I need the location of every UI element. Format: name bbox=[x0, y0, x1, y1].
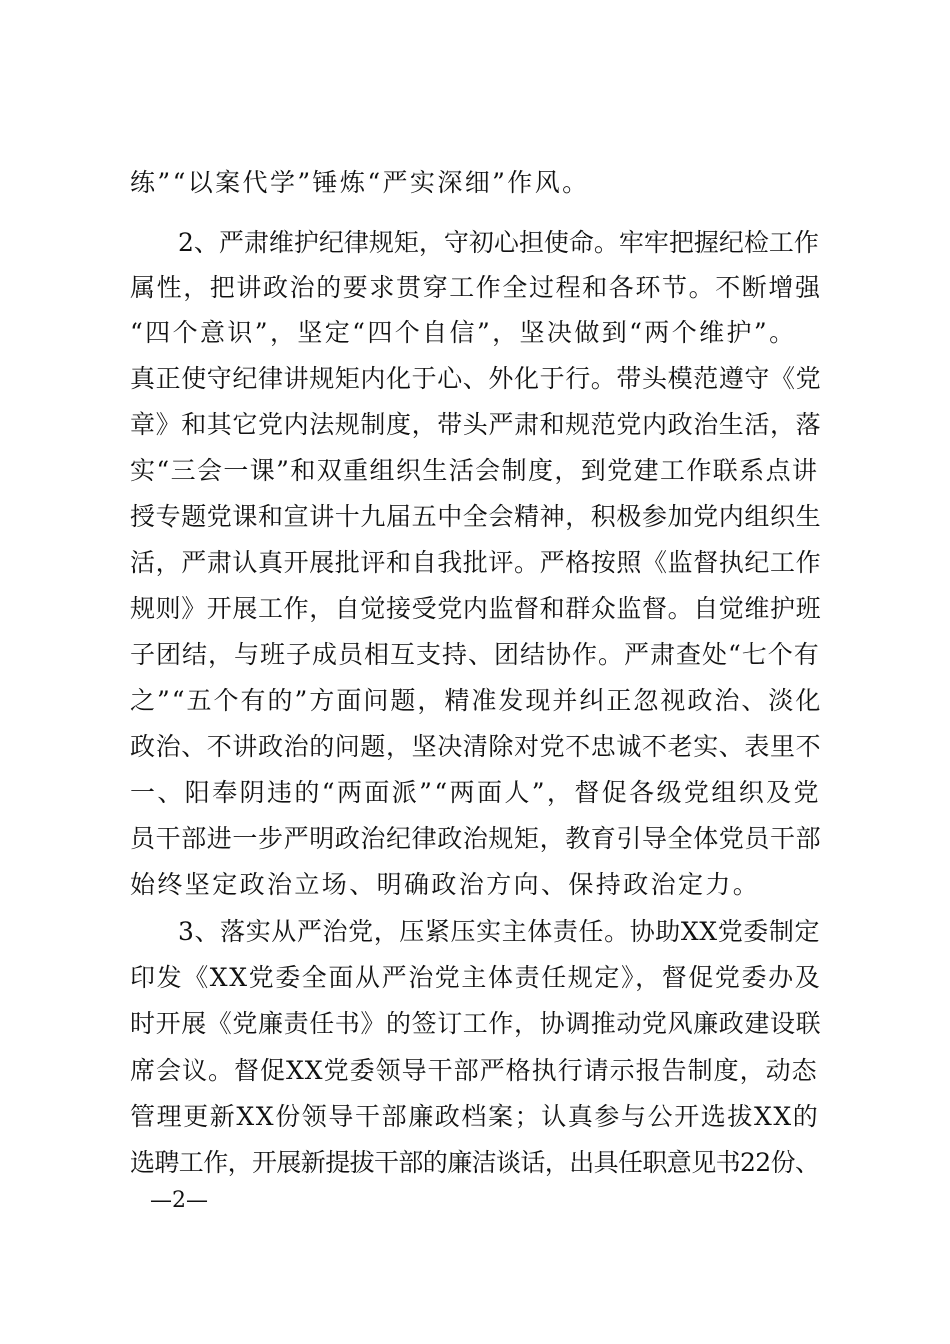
text-line-16: 始终坚定政治立场、明确政治方向、保持政治定力。 bbox=[130, 870, 761, 899]
text-line-5: 真正使守纪律讲规矩内化于心、外化于行。带头模范遵守《党 bbox=[130, 364, 822, 393]
text-line-13: 政治、不讲政治的问题，坚决清除对党不忠诚不老实、表里不 bbox=[130, 732, 822, 761]
text-line-14: 一、阳奉阴违的“两面派”“两面人”，督促各级党组织及党 bbox=[130, 778, 821, 807]
text-line-17: 3、落实从严治党，压紧压实主体责任。协助XX党委制定 bbox=[178, 917, 821, 946]
text-line-22: 选聘工作，开展新提拔干部的廉洁谈话，出具任职意见书22份、 bbox=[130, 1148, 820, 1177]
text-line-11: 子团结，与班子成员相互支持、团结协作。严肃查处“七个有 bbox=[130, 640, 820, 669]
text-line-2: 2、严肃维护纪律规矩，守初心担使命。牢牢把握纪检工作 bbox=[178, 228, 819, 257]
text-line-7: 实“三会一课”和双重组织生活会制度，到党建工作联系点讲 bbox=[130, 456, 819, 485]
text-line-4: “四个意识”，坚定“四个自信”，坚决做到“两个维护”。 bbox=[130, 318, 797, 347]
text-line-15: 员干部进一步严明政治纪律政治规矩，教育引导全体党员干部 bbox=[130, 824, 822, 853]
text-line-21: 管理更新XX份领导干部廉政档案；认真参与公开选拔XX的 bbox=[130, 1102, 820, 1131]
text-line-1: 练”“以案代学”锤炼“严实深细”作风。 bbox=[130, 168, 590, 197]
text-line-3: 属性，把讲政治的要求贯穿工作全过程和各环节。不断增强 bbox=[130, 273, 822, 302]
text-line-6: 章》和其它党内法规制度，带头严肃和规范党内政治生活，落 bbox=[130, 410, 822, 439]
text-line-10: 规则》开展工作，自觉接受党内监督和群众监督。自觉维护班 bbox=[130, 594, 822, 623]
text-line-12: 之”“五个有的”方面问题，精准发现并纠正忽视政治、淡化 bbox=[130, 686, 823, 715]
text-line-19: 时开展《党廉责任书》的签订工作，协调推动党风廉政建设联 bbox=[130, 1009, 822, 1038]
text-line-20: 席会议。督促XX党委领导干部严格执行请示报告制度，动态 bbox=[130, 1056, 818, 1085]
text-line-18: 印发《XX党委全面从严治党主体责任规定》，督促党委办及 bbox=[130, 963, 822, 992]
text-line-9: 活，严肃认真开展批评和自我批评。严格按照《监督执纪工作 bbox=[130, 548, 822, 577]
text-line-8: 授专题党课和宣讲十九届五中全会精神，积极参加党内组织生 bbox=[130, 502, 822, 531]
page-number: —2— bbox=[150, 1188, 208, 1213]
